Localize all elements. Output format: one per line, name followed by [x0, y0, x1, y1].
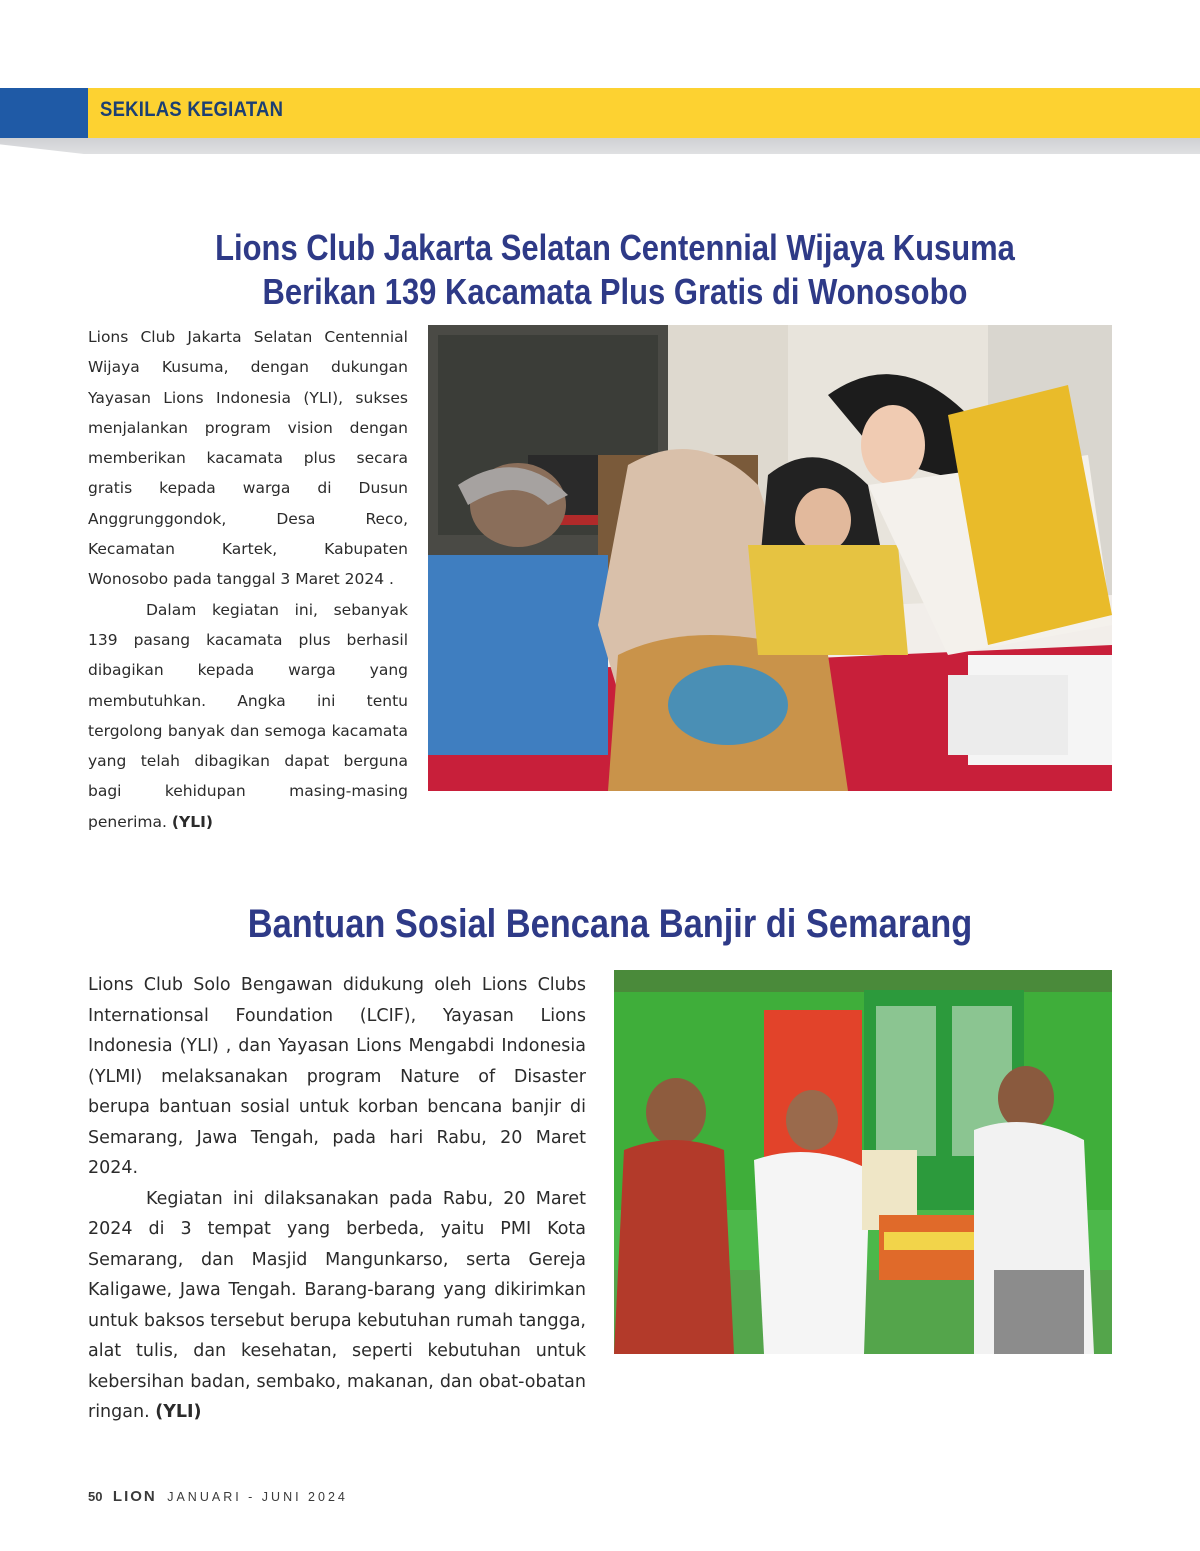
article1-title: [138, 226, 1093, 314]
article1-paragraph1: Lions Club Jakarta Selatan Centennial Wijaya Kusuma, dengan dukungan Yayasan Lions Indonesia (YLI), sukses menjalankan program vision dengan memberikan kacamata plus secara gratis kepada warga di Dusun Anggrunggondok, Desa Reco, Kecamatan Kartek, Kabupaten Wonosobo pada tanggal 3 Maret 2024 .: [88, 328, 408, 589]
article2-photo: [614, 970, 1112, 1354]
article1-paragraph2: [88, 595, 408, 837]
article2-body: [88, 970, 586, 1428]
article2-paragraph2: [88, 1184, 586, 1428]
article1-credit: (YLI): [171, 812, 213, 831]
section-header-shadow: [0, 138, 1200, 154]
article2-title: Bantuan Sosial Bencana Banjir di Semarang: [247, 902, 973, 946]
eyeglass-distribution-photo: [428, 325, 1112, 791]
article1-title-line1: Lions Club Jakarta Selatan Centennial Wijaya Kusuma: [215, 227, 1015, 268]
article2-credit: (YLI): [155, 1402, 202, 1422]
edition-label: JANUARI - JUNI 2024: [167, 1490, 348, 1504]
article1-title-line2: Berikan 139 Kacamata Plus Gratis di Wonosobo: [262, 271, 968, 312]
article1-photo: [428, 325, 1112, 791]
article2-paragraph1: Lions Club Solo Bengawan didukung oleh Lions Clubs Internationsal Foundation (LCIF), Yayasan Lions Indonesia (YLI) , dan Yayasan Lions Mengabdi Indonesia (YLMI) melaksanakan program Nature of Disaster berupa bantuan sosial untuk korban bencana banjir di Semarang, Jawa Tengah, pada hari Rabu, 20 Maret 2024.: [88, 975, 586, 1178]
article2-paragraph2-text: Kegiatan ini dilaksanakan pada Rabu, 20 Maret 2024 di 3 tempat yang berbeda, yaitu PMI Kota Semarang, dan Masjid Mangunkarso, serta Gereja Kaligawe, Jawa Tengah. Barang-barang yang dikirimkan untuk baksos tersebut berupa kebutuhan rumah tangga, alat tulis, dan kesehatan, seperti kebutuhan untuk kebersihan badan, sembako, makanan, dan obat-obatan ringan.: [88, 1188, 586, 1422]
page-number: 50: [88, 1489, 103, 1504]
article1-paragraph2-text: Dalam kegiatan ini, sebanyak 139 pasang kacamata plus berhasil dibagikan kepada warga yang membutuhkan. Angka ini tentu tergolong banyak dan semoga kacamata yang telah dibagikan dapat berguna bagi kehidupan masing-masing penerima.: [88, 600, 408, 831]
page-footer: [88, 1488, 348, 1506]
flood-aid-handover-photo: [614, 970, 1112, 1354]
section-header-accent: [0, 88, 88, 138]
magazine-name: LION: [112, 1488, 157, 1505]
section-label: SEKILAS KEGIATAN: [100, 98, 284, 121]
article1-body: [88, 322, 408, 837]
